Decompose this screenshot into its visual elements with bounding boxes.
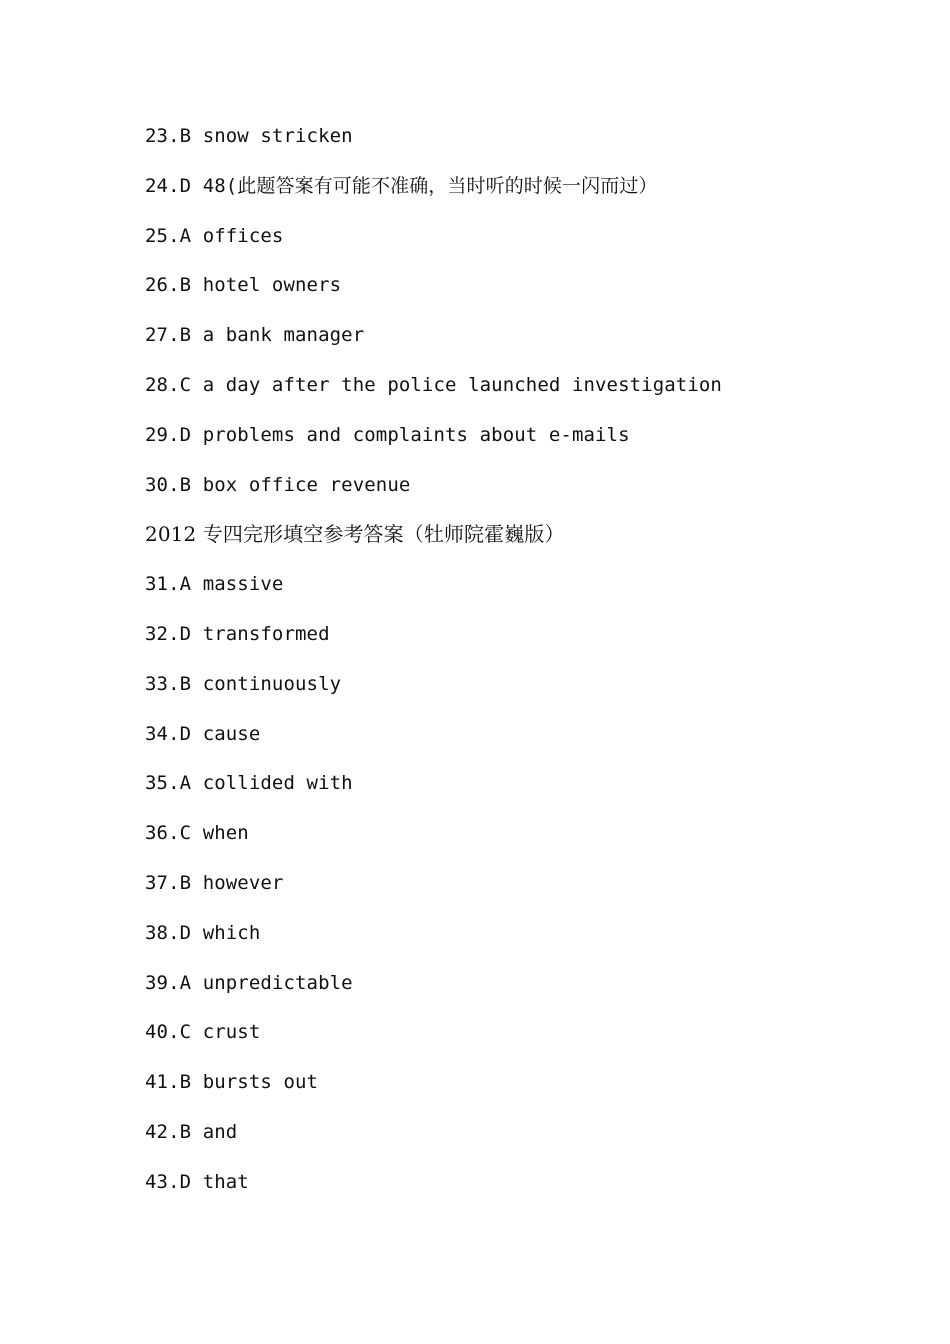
answer-line-34: 34.D cause <box>145 722 261 745</box>
answer-line-23: 23.B snow stricken <box>145 125 353 147</box>
answer-line-41: 41.B bursts out <box>145 1071 319 1094</box>
answer-line-27: 27.B a bank manager <box>145 324 365 347</box>
answer-line-36: 36.C when <box>145 822 249 845</box>
answer-line-32: 32.D transformed <box>145 622 330 645</box>
answer-line-31: 31.A massive <box>145 573 284 596</box>
answer-line-40: 40.C crust <box>145 1021 261 1044</box>
section-heading-cloze: 2012 专四完形填空参考答案（牡师院霍巍版） <box>145 522 565 547</box>
answer-line-43: 43.D that <box>145 1170 249 1193</box>
answer-line-25: 25.A offices <box>145 224 284 247</box>
answer-line-35: 35.A collided with <box>145 772 353 795</box>
answer-line-28: 28.C a day after the police launched investigation <box>145 373 722 396</box>
answer-list <box>145 121 905 1217</box>
answer-line-24: 24.D 48(此题答案有可能不准确，当时听的时候一闪而过） <box>145 174 658 197</box>
answer-line-37: 37.B however <box>145 871 284 894</box>
answer-line-33: 33.B continuously <box>145 672 342 695</box>
answer-line-30: 30.B box office revenue <box>145 473 411 496</box>
answer-line-39: 39.A unpredictable <box>145 971 353 994</box>
answer-line-29: 29.D problems and complaints about e-mails <box>145 423 630 446</box>
answer-line-26: 26.B hotel owners <box>145 274 342 297</box>
answer-line-38: 38.D which <box>145 921 261 944</box>
answer-line-42: 42.B and <box>145 1120 238 1143</box>
